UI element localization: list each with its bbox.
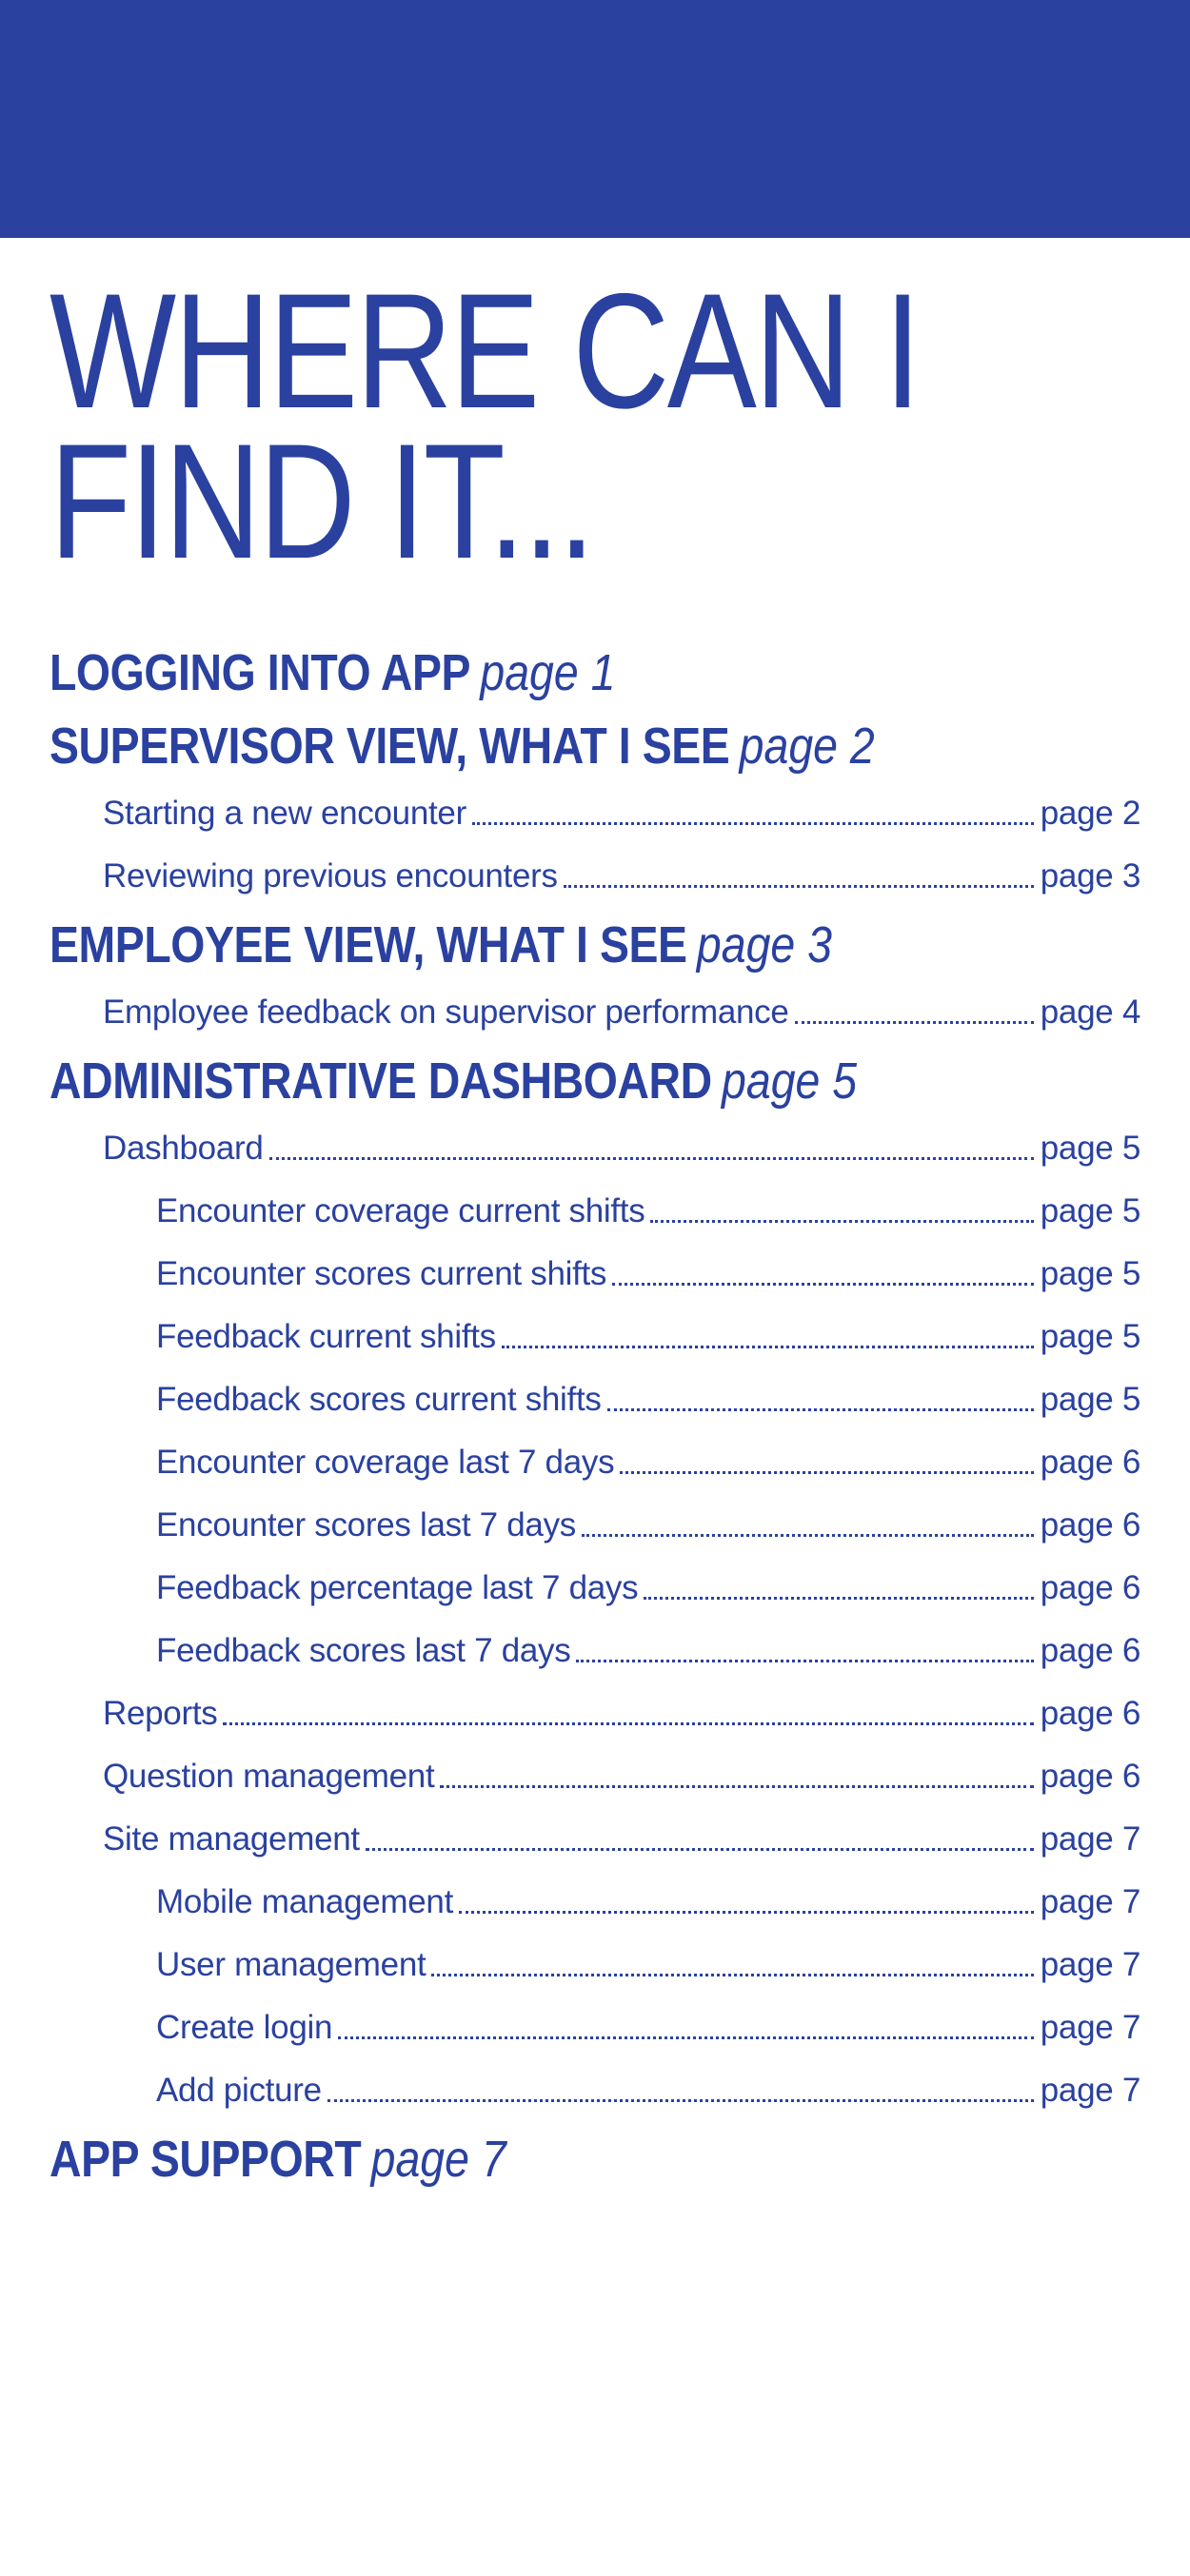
toc-section-label: LOGGING INTO APP [50,643,471,701]
toc-entry-label: Question management [103,1758,435,1795]
toc-entry-label: Feedback scores current shifts [156,1381,602,1418]
toc-entry[interactable] [0,1620,1190,1682]
toc-entry[interactable] [0,1934,1190,1996]
toc-entry-page: page 3 [1040,857,1140,895]
toc-entry-page: page 7 [1040,2072,1140,2109]
toc-entry-page: page 4 [1040,993,1140,1031]
toc-entry-label: Encounter scores current shifts [156,1255,607,1292]
dot-leader [472,822,1034,825]
toc-entry-label: Feedback current shifts [156,1318,496,1355]
toc-section[interactable] [0,1044,1190,1117]
toc-entry-page: page 7 [1040,1946,1140,1983]
dot-leader [564,885,1034,888]
dot-leader [269,1157,1034,1160]
toc-entry-label: Employee feedback on supervisor performance [103,993,789,1031]
toc-entry-label: Feedback percentage last 7 days [156,1569,639,1606]
toc-entry-page: page 5 [1040,1255,1140,1292]
dot-leader [795,1021,1034,1024]
page-title [50,260,947,593]
toc-entry-label: Feedback scores last 7 days [156,1632,571,1669]
toc-entry-label: Encounter coverage last 7 days [156,1444,615,1481]
toc-section-label: SUPERVISOR VIEW, WHAT I SEE [50,717,730,775]
dot-leader [582,1534,1034,1537]
toc-entry[interactable] [0,1996,1190,2059]
toc-section[interactable] [0,709,1190,782]
dot-leader [338,2036,1034,2039]
toc-entry-label: Reports [103,1695,218,1732]
toc-entry[interactable] [0,1557,1190,1620]
toc-section-page: page 7 [370,2130,506,2188]
page-title-line-2: FIND IT... [50,410,593,593]
dot-leader [607,1408,1034,1411]
toc-entry[interactable] [0,1243,1190,1306]
toc-section[interactable] [0,908,1190,981]
toc-entry[interactable] [0,1494,1190,1557]
toc-entry-label: Dashboard [103,1130,264,1167]
toc-entry[interactable] [0,1808,1190,1871]
toc-section[interactable] [0,2122,1190,2195]
toc-entry-page: page 5 [1040,1192,1140,1229]
dot-leader [223,1722,1034,1725]
dot-leader [576,1660,1034,1662]
toc-entry-label: Create login [156,2009,333,2046]
toc-section-heading [50,915,832,974]
toc-entry[interactable] [0,1745,1190,1808]
toc-entry[interactable] [0,1871,1190,1934]
toc-entry[interactable] [0,1306,1190,1368]
toc-entry-label: Site management [103,1820,360,1858]
toc-section-heading [50,1052,857,1111]
toc-entry-page: page 5 [1040,1381,1140,1418]
toc-entry-label: Starting a new encounter [103,795,466,832]
dot-leader [502,1346,1034,1348]
toc-entry-label: Encounter scores last 7 days [156,1506,576,1544]
toc-entry-page: page 6 [1040,1632,1140,1669]
toc-entry-page: page 6 [1040,1758,1140,1795]
dot-leader [620,1471,1034,1474]
header-band [0,0,1190,238]
dot-leader [431,1974,1034,1976]
toc-entry-page: page 6 [1040,1569,1140,1606]
toc-section-page: page 3 [696,915,832,973]
toc-section[interactable] [0,636,1190,709]
toc-section-label: EMPLOYEE VIEW, WHAT I SEE [50,915,687,973]
toc-entry[interactable] [0,782,1190,845]
toc-section-label: ADMINISTRATIVE DASHBOARD [50,1052,712,1110]
toc-entry[interactable] [0,981,1190,1044]
toc-entry-page: page 5 [1040,1318,1140,1355]
toc-entry[interactable] [0,1368,1190,1431]
toc-entry-page: page 7 [1040,1820,1140,1858]
toc-entry-page: page 2 [1040,795,1140,832]
toc-entry[interactable] [0,1180,1190,1243]
toc-entry[interactable] [0,2059,1190,2122]
toc-section-heading [50,643,615,702]
toc-entry[interactable] [0,845,1190,908]
dot-leader [459,1911,1034,1914]
dot-leader [366,1848,1034,1851]
toc-section-heading [50,717,875,776]
toc-section-page: page 5 [722,1052,858,1110]
toc-section-label: APP SUPPORT [50,2130,362,2188]
toc-entry-label: User management [156,1946,426,1983]
toc-entry-page: page 6 [1040,1444,1140,1481]
toc-entry[interactable] [0,1117,1190,1180]
toc-section-page: page 2 [739,717,875,775]
toc-section-heading [50,2130,506,2189]
dot-leader [440,1785,1034,1788]
toc-entry-page: page 5 [1040,1130,1140,1167]
toc-entry-page: page 7 [1040,1883,1140,1920]
toc-entry-page: page 6 [1040,1506,1140,1544]
toc-entry-label: Mobile management [156,1883,454,1920]
toc-entry[interactable] [0,1431,1190,1494]
dot-leader [327,2099,1034,2102]
toc-entry-label: Encounter coverage current shifts [156,1192,645,1229]
toc-entry-page: page 7 [1040,2009,1140,2046]
dot-leader [644,1597,1034,1600]
toc-entry-label: Add picture [156,2072,322,2109]
dot-leader [650,1220,1034,1223]
toc-entry-page: page 6 [1040,1695,1140,1732]
toc-entry-label: Reviewing previous encounters [103,857,558,895]
toc-entry[interactable] [0,1682,1190,1745]
table-of-contents [0,636,1190,2195]
toc-section-page: page 1 [480,643,616,701]
dot-leader [612,1283,1034,1286]
page-title-line-1: WHERE CAN I [50,260,920,442]
